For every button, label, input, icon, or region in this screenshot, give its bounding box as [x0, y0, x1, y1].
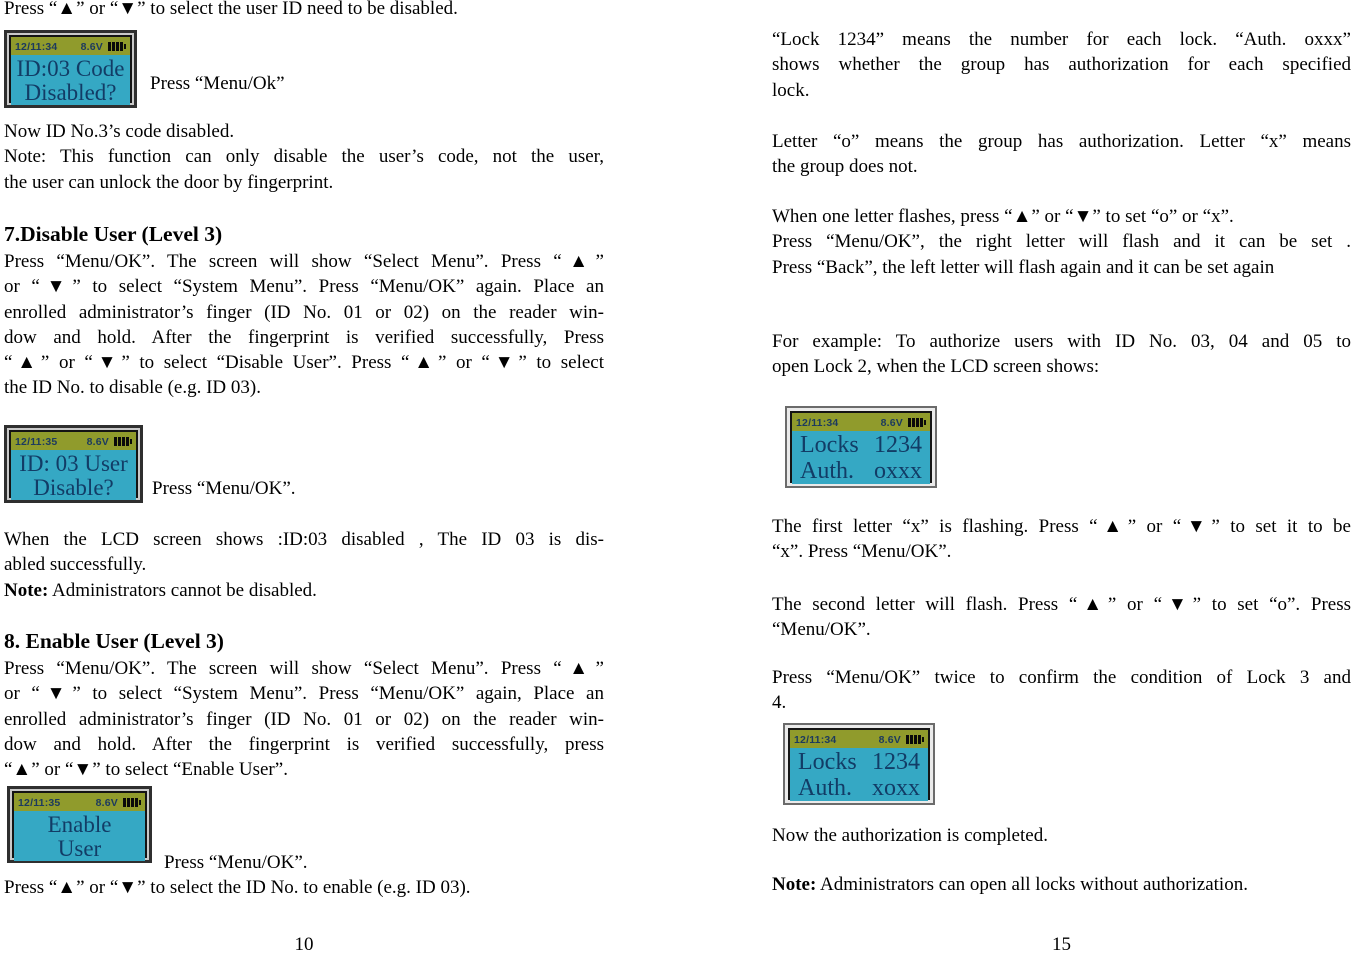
lcd-display [9, 35, 132, 103]
lcd-time: 12/11:34 [796, 416, 839, 429]
lcd-status-bar [11, 432, 136, 450]
lcd-line: Enable [47, 812, 112, 837]
paragraph-flash-set [772, 204, 1351, 280]
paragraph-lock-meaning [772, 27, 1351, 103]
lcd-voltage: 8.6V [95, 796, 118, 809]
lcd-row-value: oxxx [874, 458, 922, 484]
lcd-time: 12/11:34 [794, 733, 837, 746]
text-line: 4. [772, 692, 787, 714]
lcd-screen-enable-user [7, 786, 152, 863]
text-line: Press “▲” or “▼” to select the user ID need to be disabled. [4, 0, 458, 19]
text-line: “Menu/OK”. [772, 619, 871, 641]
text-line: enrolled administrator’s finger (ID No. 01 or 02) on the reader win- [4, 708, 604, 730]
lcd-line: Disabled? [24, 80, 117, 105]
lcd-row-label: Locks [798, 749, 857, 775]
text-line: When the LCD screen shows :ID:03 disabled , The ID 03 is dis- [4, 529, 604, 550]
text-line: Press “Menu/OK”, the right letter will flash and it can be set . [772, 231, 1351, 253]
lcd-row [800, 458, 922, 484]
lcd-row-value: xoxx [872, 775, 920, 801]
lcd-body [14, 811, 145, 861]
lcd-voltage: 8.6V [878, 733, 901, 746]
lcd-row-value: 1234 [874, 432, 922, 458]
lcd-time: 12/11:35 [18, 796, 61, 809]
lcd-body [11, 55, 130, 105]
text-line: For example: To authorize users with ID No. 03, 04 and 05 to [772, 331, 1351, 352]
section-7-body [4, 249, 604, 401]
page-number: 10 [294, 934, 314, 955]
text-line: the user can unlock the door by fingerprint. [4, 171, 334, 193]
note-label: Note: [772, 874, 817, 895]
paragraph-confirm [772, 665, 1351, 716]
lcd-line: User [57, 836, 102, 861]
section-heading: 7.Disable User (Level 3) [4, 222, 223, 246]
lcd-status-bar [790, 730, 928, 748]
paragraph-example [772, 329, 1351, 380]
text-line: Now the authorization is completed. [772, 825, 1048, 846]
lcd-time: 12/11:34 [15, 40, 58, 53]
lcd-screen-id03-code-disabled [4, 30, 137, 108]
note-text: Administrators can open all locks without authorization. [816, 874, 1248, 895]
lcd-display [788, 728, 930, 800]
section-8-body [4, 656, 604, 782]
text-line: When one letter flashes, press “▲” or “▼” to set “o” or “x”. [772, 206, 1234, 227]
lcd-row-label: Auth. [798, 775, 852, 801]
note-line [772, 872, 1351, 897]
text-line: the ID No. to disable (e.g. ID 03). [4, 377, 261, 399]
lcd-display [790, 411, 932, 483]
paragraph-enable-select [4, 875, 604, 900]
section-heading: 8. Enable User (Level 3) [4, 629, 224, 653]
text-line: “Lock 1234” means the number for each lock. “Auth. oxxx” [772, 29, 1351, 50]
text-line: Press “Menu/OK” twice to confirm the condition of Lock 3 and [772, 667, 1351, 688]
lcd-voltage: 8.6V [86, 435, 109, 448]
text-line: dow and hold. After the fingerprint is verified successfully, press [4, 733, 604, 755]
text-line: shows whether the group has authorization for each specified [772, 54, 1351, 76]
text-line: the group does not. [772, 156, 918, 178]
lcd-row [798, 775, 920, 801]
text-line: abled successfully. [4, 554, 147, 576]
text-line: “▲” or “▼” to select “Enable User”. [4, 759, 288, 781]
lcd-row-value: 1234 [872, 749, 920, 775]
lcd-status-bar [11, 37, 130, 55]
note-line [4, 578, 604, 603]
text-line: or “▼” to select “System Menu”. Press “Menu/OK” again. Place an [4, 276, 604, 298]
lcd-body [790, 748, 928, 801]
text-line: Press “▲” or “▼” to select the ID No. to enable (e.g. ID 03). [4, 877, 471, 898]
battery-icon [908, 418, 926, 427]
paragraph-code-disabled [4, 119, 604, 195]
text-line: Note: This function can only disable the user’s code, not the user, [4, 146, 604, 168]
intro-paragraph [4, 0, 604, 21]
text-line: lock. [772, 79, 810, 101]
lcd-line: ID:03 Code [16, 56, 125, 81]
text-line: Letter “o” means the group has authorization. Letter “x” means [772, 131, 1351, 152]
text-line: or “▼” to select “System Menu”. Press “Menu/OK” again, Place an [4, 683, 604, 705]
section-7 [4, 221, 604, 247]
section-8 [4, 628, 604, 654]
paragraph-first-letter [772, 514, 1351, 565]
text-line: Press “Back”, the left letter will flash again and it can be set again [772, 256, 1275, 278]
lcd-body [11, 450, 136, 500]
lcd-screen-locks-oxxx [785, 406, 937, 488]
text-line: The second letter will flash. Press “▲” or “▼” to set “o”. Press [772, 594, 1351, 615]
lcd-display [9, 430, 138, 498]
lcd-time: 12/11:35 [15, 435, 58, 448]
lcd-status-bar [14, 793, 145, 811]
text-line: Press “Menu/OK”. The screen will show “Select Menu”. Press “▲” [4, 658, 604, 679]
lcd-screen-id03-user-disable [4, 425, 143, 503]
lcd-voltage: 8.6V [80, 40, 103, 53]
battery-icon [123, 798, 141, 807]
lcd-body [792, 431, 930, 484]
text-line: enrolled administrator’s finger (ID No. 01 or 02) on the reader win- [4, 301, 604, 323]
lcd-row-label: Auth. [800, 458, 854, 484]
paragraph-admin-note [772, 872, 1351, 897]
lcd-row-label: Locks [800, 432, 859, 458]
lcd-voltage: 8.6V [880, 416, 903, 429]
battery-icon [114, 437, 132, 446]
lcd-caption: Press “Menu/Ok” [150, 73, 285, 94]
lcd-status-bar [792, 413, 930, 431]
text-line: “x”. Press “Menu/OK”. [772, 541, 952, 563]
lcd-line: ID: 03 User [19, 451, 128, 476]
note-text: Administrators cannot be disabled. [48, 579, 317, 601]
page-number: 15 [1052, 934, 1071, 955]
text-line: The first letter “x” is flashing. Press “▲” or “▼” to set it to be [772, 516, 1351, 537]
lcd-caption: Press “Menu/OK”. [164, 852, 308, 873]
battery-icon [906, 735, 924, 744]
lcd-row [800, 432, 922, 458]
paragraph-second-letter [772, 592, 1351, 643]
lcd-line: Disable? [33, 475, 114, 500]
paragraph-letter-meaning [772, 129, 1351, 180]
text-line: “▲” or “▼” to select “Disable User”. Press “▲” or “▼” to select [4, 352, 604, 374]
text-line: dow and hold. After the fingerprint is verified successfully, Press [4, 326, 604, 348]
text-line: open Lock 2, when the LCD screen shows: [772, 356, 1100, 378]
text-line: Now ID No.3’s code disabled. [4, 121, 235, 142]
battery-icon [108, 42, 126, 51]
lcd-screen-locks-xoxx [783, 723, 935, 805]
paragraph-id-disabled [4, 527, 604, 603]
text-line: Press “Menu/OK”. The screen will show “Select Menu”. Press “▲” [4, 251, 604, 272]
lcd-display [12, 791, 147, 861]
lcd-row [798, 749, 920, 775]
lcd-caption: Press “Menu/OK”. [152, 478, 296, 499]
note-label: Note: [4, 579, 49, 601]
paragraph-completed [772, 823, 1351, 848]
